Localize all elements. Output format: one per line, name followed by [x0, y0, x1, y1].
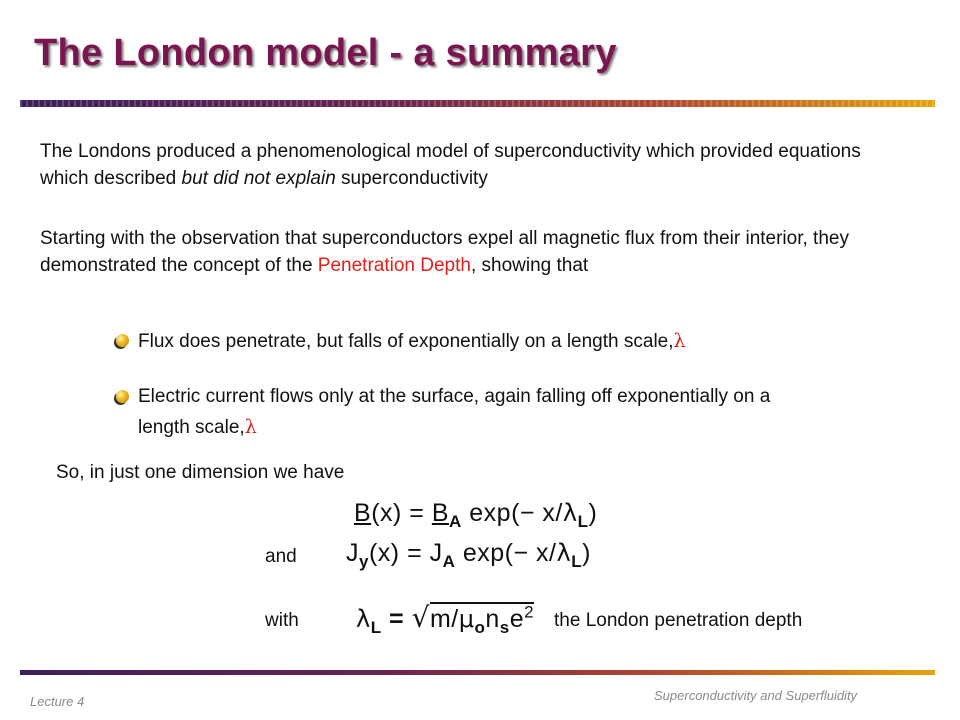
penetration-text-1: Starting with the observation that superconductors expel all magnetic flux from their interior, they demonstrated the concept of the — [40, 228, 849, 276]
equation-current-decay — [346, 539, 591, 572]
eq3-equals: = — [381, 605, 412, 633]
eq3-lambda: λ — [356, 605, 371, 633]
eq2-A: A — [442, 552, 456, 571]
eq3-o: o — [474, 618, 486, 637]
eq2-close: ) — [582, 539, 591, 567]
footer-lecture: Lecture 4 — [30, 694, 85, 709]
equation-field-decay — [354, 499, 597, 532]
word-with: with — [265, 610, 299, 631]
penetration-paragraph — [40, 225, 910, 279]
eq1-BA: B — [431, 499, 450, 527]
eq1-close: ) — [588, 499, 598, 527]
eq1-exp: exp(− x/ — [461, 499, 563, 527]
lambda-symbol: λ — [244, 416, 257, 438]
sqrt-symbol: √ — [411, 601, 430, 634]
equation-penetration-depth — [356, 601, 534, 638]
eq3-L: L — [370, 618, 382, 637]
eq3-radicand — [429, 602, 535, 637]
penetration-depth-label: the London penetration depth — [554, 610, 803, 631]
eq1-lambda: λ — [562, 499, 578, 527]
bullet-icon — [116, 334, 129, 347]
eq3-e: e — [509, 605, 525, 633]
eq3-m: m/ — [429, 605, 459, 633]
intro-italic: but did not explain — [181, 168, 336, 189]
lambda-symbol: λ — [673, 330, 686, 352]
word-and: and — [265, 546, 297, 567]
title-divider — [20, 100, 935, 107]
eq2-y: y — [359, 552, 369, 571]
penetration-depth-term: Penetration Depth — [317, 255, 471, 276]
footer-course: Superconductivity and Superfluidity — [654, 688, 858, 703]
bullet-current-text: Electric current flows only at the surface, again falling off exponentially on a length scale, — [138, 386, 771, 438]
eq1-A: A — [449, 512, 462, 531]
eq3-two: 2 — [524, 602, 535, 622]
eq2-J: J — [346, 539, 359, 567]
bullet-icon — [116, 390, 129, 403]
eq1-lhs: (x) = — [371, 499, 432, 527]
eq2-JA: J — [429, 539, 443, 567]
eq1-L: L — [577, 512, 589, 531]
slide-title: The London model - a summary — [34, 32, 617, 74]
eq2-lambda: λ — [556, 539, 572, 567]
penetration-text-2: , showing that — [470, 255, 589, 276]
eq3-s: s — [499, 618, 510, 637]
eq1-B: B — [354, 499, 372, 527]
one-dimension-paragraph: So, in just one dimension we have — [56, 462, 345, 483]
eq2-L: L — [571, 552, 583, 571]
eq3-mu: μ — [458, 605, 475, 633]
bullet-item-current — [138, 381, 778, 443]
bullet-item-flux — [138, 326, 686, 357]
intro-text-2: superconductivity — [335, 168, 488, 189]
bullet-flux-text: Flux does penetrate, but falls of exponentially on a length scale, — [138, 331, 674, 352]
eq2-exp: exp(− x/ — [455, 539, 557, 567]
eq3-n: n — [485, 605, 500, 633]
footer-divider — [20, 670, 935, 675]
intro-text-1: The Londons produced a phenomenological model of superconductivity which provided equations which described — [40, 141, 861, 189]
eq2-lhs: (x) = — [368, 539, 430, 567]
intro-paragraph — [40, 138, 900, 192]
